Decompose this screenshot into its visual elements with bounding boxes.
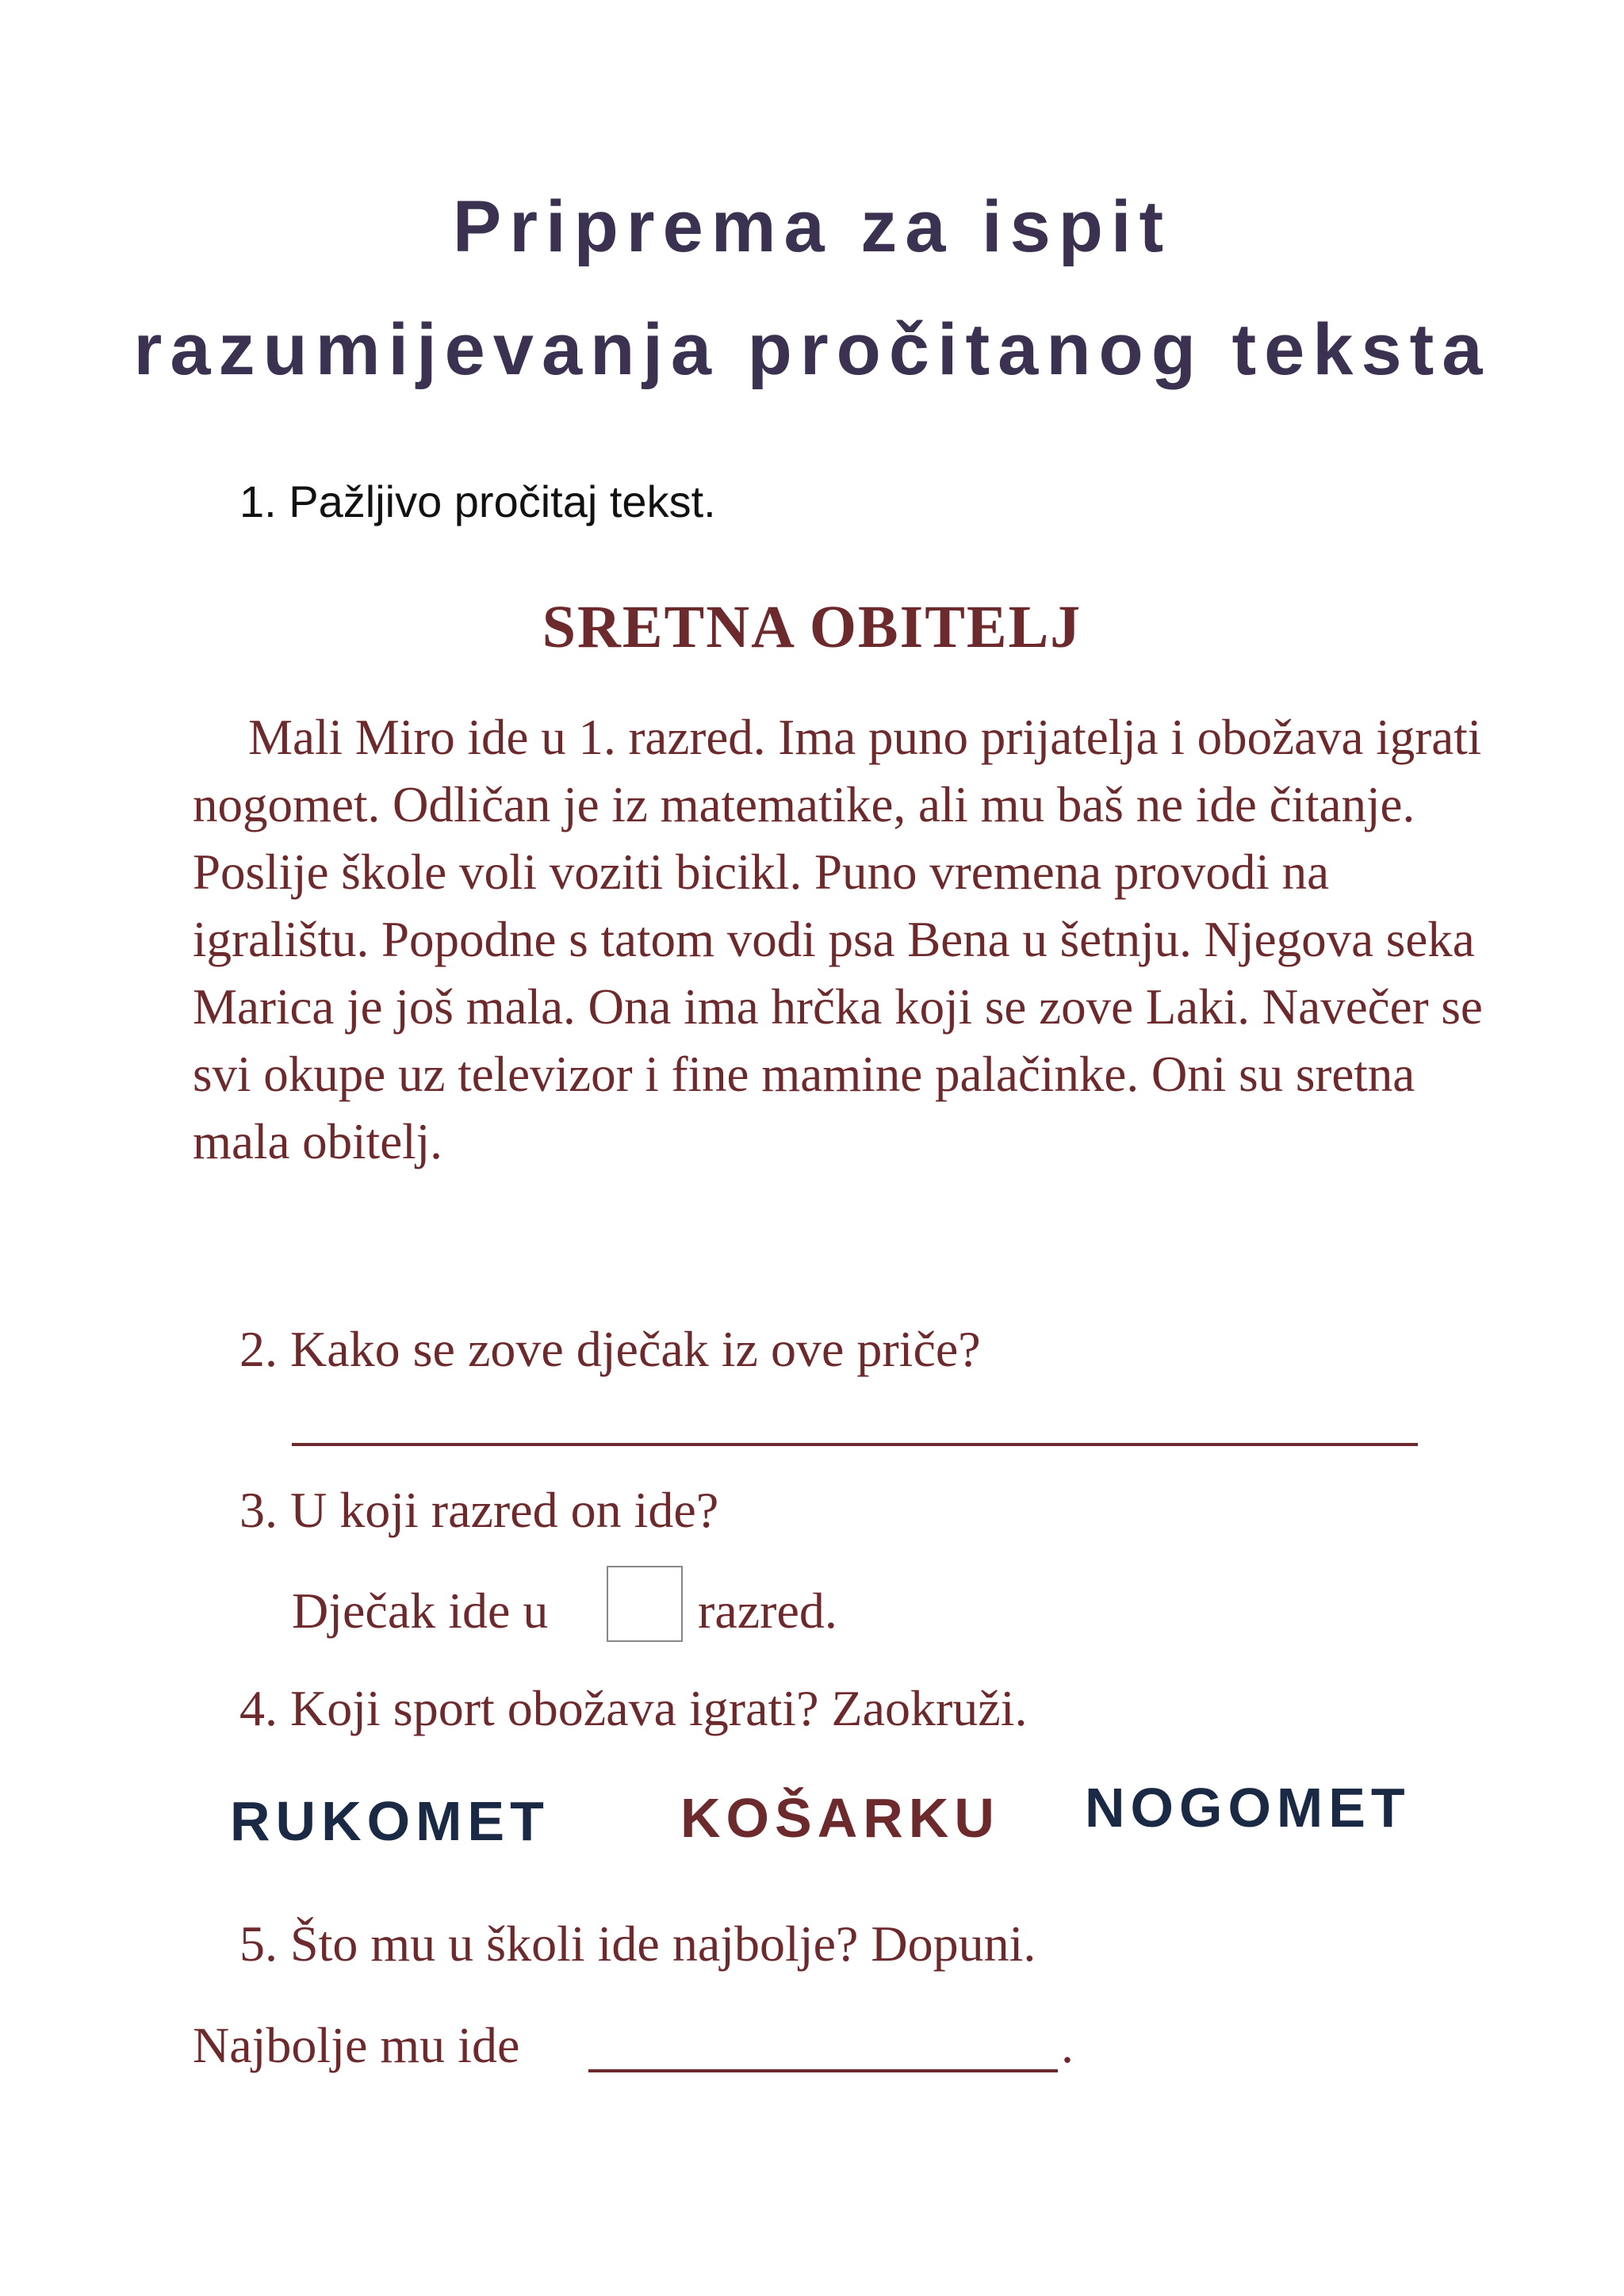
- sport-option-1[interactable]: RUKOMET: [230, 1790, 550, 1852]
- page-title-line1: Priprema za ispit: [452, 186, 1172, 267]
- story-title: SRETNA OBITELJ: [542, 594, 1082, 660]
- question-5: 5. Što mu u školi ide najbolje? Dopuni.: [239, 1915, 1036, 1972]
- answer-3-prefix: Dječak ide u: [292, 1582, 549, 1639]
- answer-line-2[interactable]: [292, 1443, 1418, 1446]
- question-2: 2. Kako se zove dječak iz ove priče?: [239, 1321, 981, 1377]
- sport-option-2[interactable]: KOŠARKU: [680, 1787, 1000, 1849]
- story-text: [193, 704, 1493, 1176]
- answer-5-prefix: Najbolje mu ide: [193, 2017, 520, 2073]
- question-4: 4. Koji sport obožava igrati? Zaokruži.: [239, 1680, 1028, 1736]
- answer-5-suffix: .: [1061, 2017, 1074, 2073]
- story-paragraph: Mali Miro ide u 1. razred. Ima puno prijatelja i obožava igrati nogomet. Odličan je iz matematike, ali mu baš ne ide čitanje. Poslije škole voli voziti bicikl. Puno vremena provodi na igralištu. Popodne s tatom vodi psa Bena u šetnju. Njegova seka Marica je još mala. Ona ima hrčka koji se zove Laki. Navečer se svi okupe uz televizor i fine mamine palačinke. Oni su sretna mala obitelj.: [193, 710, 1483, 1169]
- sport-option-3[interactable]: NOGOMET: [1085, 1777, 1411, 1839]
- answer-box-3[interactable]: [607, 1566, 683, 1642]
- answer-line-5[interactable]: [588, 2069, 1058, 2072]
- page-title-line2: razumijevanja pročitanog teksta: [133, 309, 1491, 390]
- instruction: 1. Pažljivo pročitaj tekst.: [239, 476, 716, 526]
- question-3: 3. U koji razred on ide?: [239, 1482, 719, 1538]
- answer-3-suffix: razred.: [698, 1582, 837, 1639]
